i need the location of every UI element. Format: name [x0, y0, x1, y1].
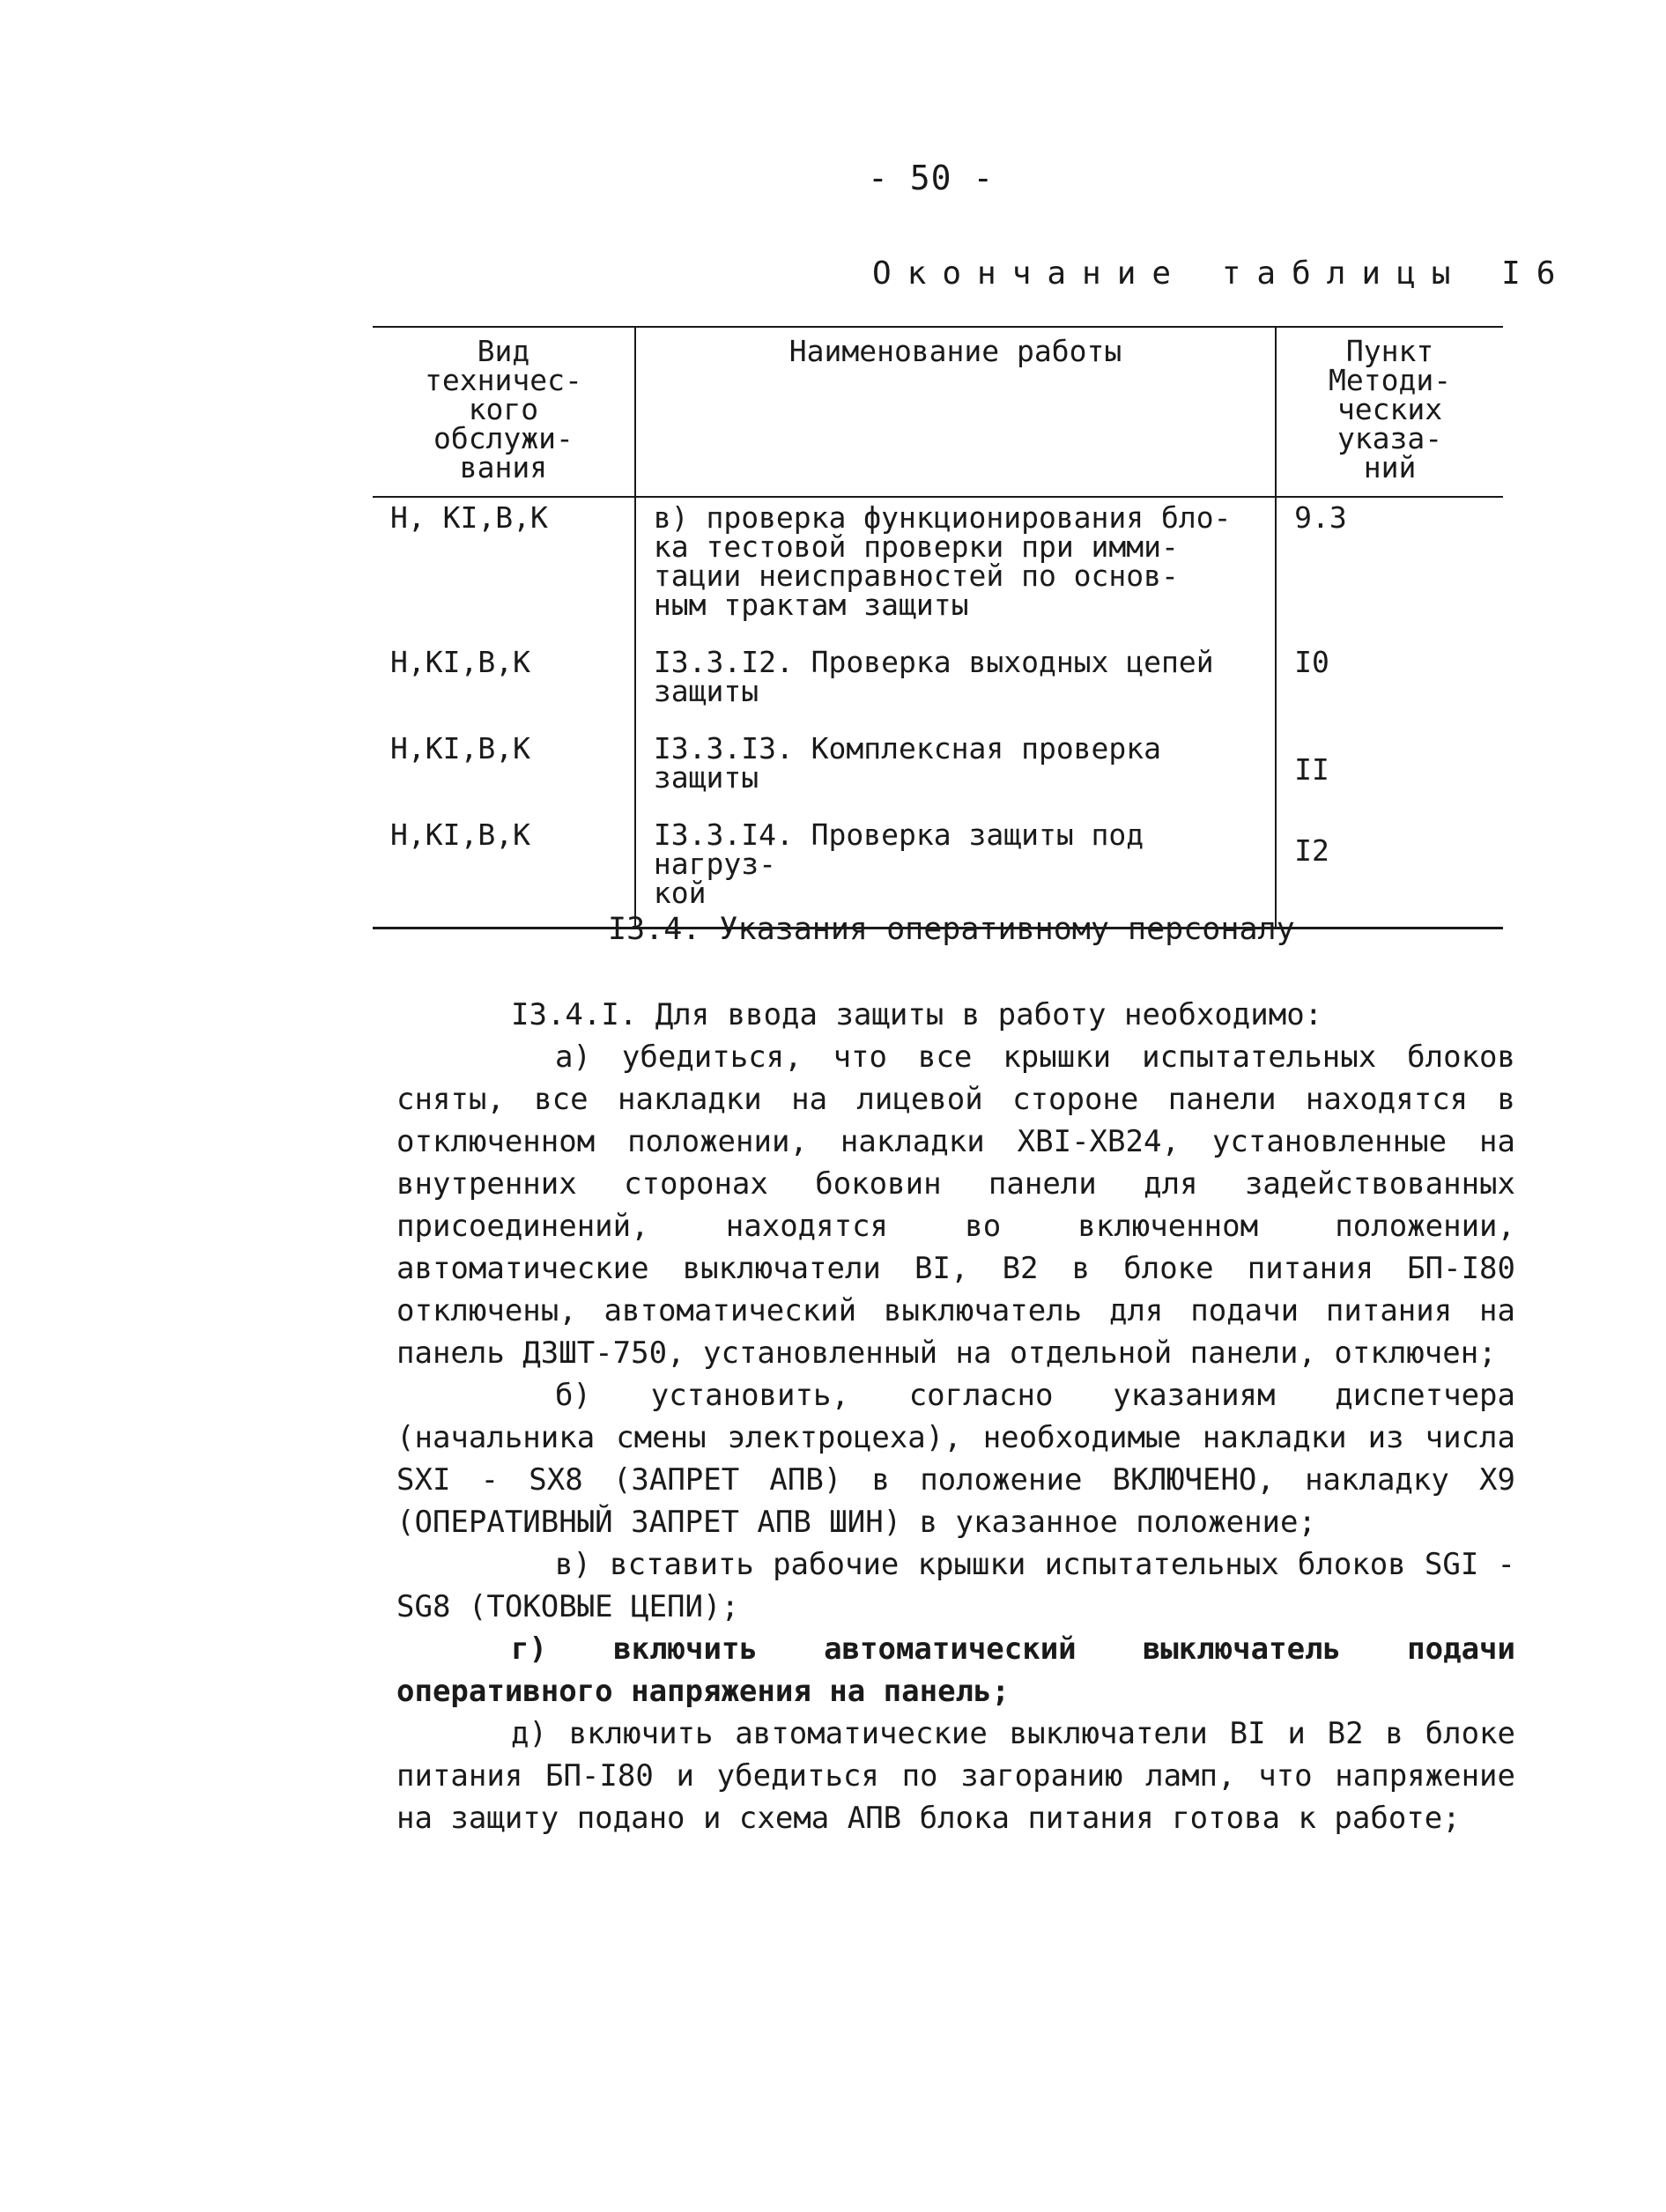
cell-guideline-ref: 9.3	[1294, 500, 1347, 535]
paragraph-item-a: а) убедиться, что все крышки испытательных блоков сняты, все накладки на лицевой стороне панели находятся в отключенном положении, накладки ХВI-ХВ24, установленные на внутренних сторонах боковин панели для задействованных присоединений, находятся во включенном положении, автоматические выключатели ВI, В2 в блоке питания БП-I80 отключены, автоматический выключатель для подачи питания на панель ДЗШТ-750, установленный на отдельной панели, отключен;	[396, 1039, 1515, 1371]
cell-work-name: I3.3.I4. Проверка защиты под нагруз- кой	[635, 815, 1276, 928]
header-guideline-ref: Пункт Методи- ческих указа- ний	[1276, 327, 1503, 497]
instructions-body	[396, 994, 1515, 1839]
cell-maintenance-type: Н, КI,В,К	[373, 497, 635, 642]
cell-guideline-ref: I2	[1276, 815, 1503, 928]
paragraph-item-b: б) установить, согласно указаниям диспетчера (начальника смены электроцеха), необходимые накладки из числа SXI - SX8 (ЗАПРЕТ АПВ) в положение ВКЛЮЧЕНО, накладку Х9 (ОПЕРАТИВНЫЙ ЗАПРЕТ АПВ ШИН) в указанное положение;	[396, 1378, 1515, 1540]
cell-maintenance-type: Н,КI,В,К	[373, 642, 635, 729]
cell-guideline-ref: I0	[1294, 645, 1329, 679]
table-row	[373, 497, 1503, 642]
cell-maintenance-type: Н,КI,В,К	[373, 815, 635, 928]
table-row	[373, 729, 1503, 815]
paragraph-item-v: в) вставить рабочие крышки испытательных блоков SGI -SG8 (ТОКОВЫЕ ЦЕПИ);	[396, 1547, 1515, 1624]
table-header-row	[373, 327, 1503, 497]
cell-guideline-ref: II	[1294, 752, 1329, 787]
table-row	[373, 642, 1503, 729]
paragraph-intro: I3.4.I. Для ввода защиты в работу необходимо:	[511, 997, 1323, 1032]
header-maintenance-type: Вид техничес- кого обслужи- вания	[373, 327, 635, 497]
cell-maintenance-type: Н,КI,В,К	[373, 729, 635, 815]
cell-work-name: I3.3.I3. Комплексная проверка защиты	[635, 729, 1276, 815]
header-work-name: Наименование работы	[635, 327, 1276, 497]
section-heading: I3.4. Указания оперативному персоналу	[608, 912, 1295, 947]
cell-work-name: в) проверка функционирования бло- ка тестовой проверки при имми- тации неисправностей по основ- ным трактам защиты	[635, 497, 1276, 642]
table-caption: Окончание таблицы I6	[872, 255, 1572, 292]
paragraph-item-g: г) включить автоматический выключатель подачи оперативного напряжения на панель;	[396, 1631, 1515, 1709]
page-number: - 50 -	[868, 159, 995, 197]
paragraph-item-d: д) включить автоматические выключатели ВI и В2 в блоке питания БП-I80 и убедиться по загоранию ламп, что напряжение на защиту подано и схема АПВ блока питания готова к работе;	[396, 1716, 1515, 1836]
maintenance-table	[373, 326, 1503, 929]
cell-work-name: I3.3.I2. Проверка выходных цепей защиты	[635, 642, 1276, 729]
